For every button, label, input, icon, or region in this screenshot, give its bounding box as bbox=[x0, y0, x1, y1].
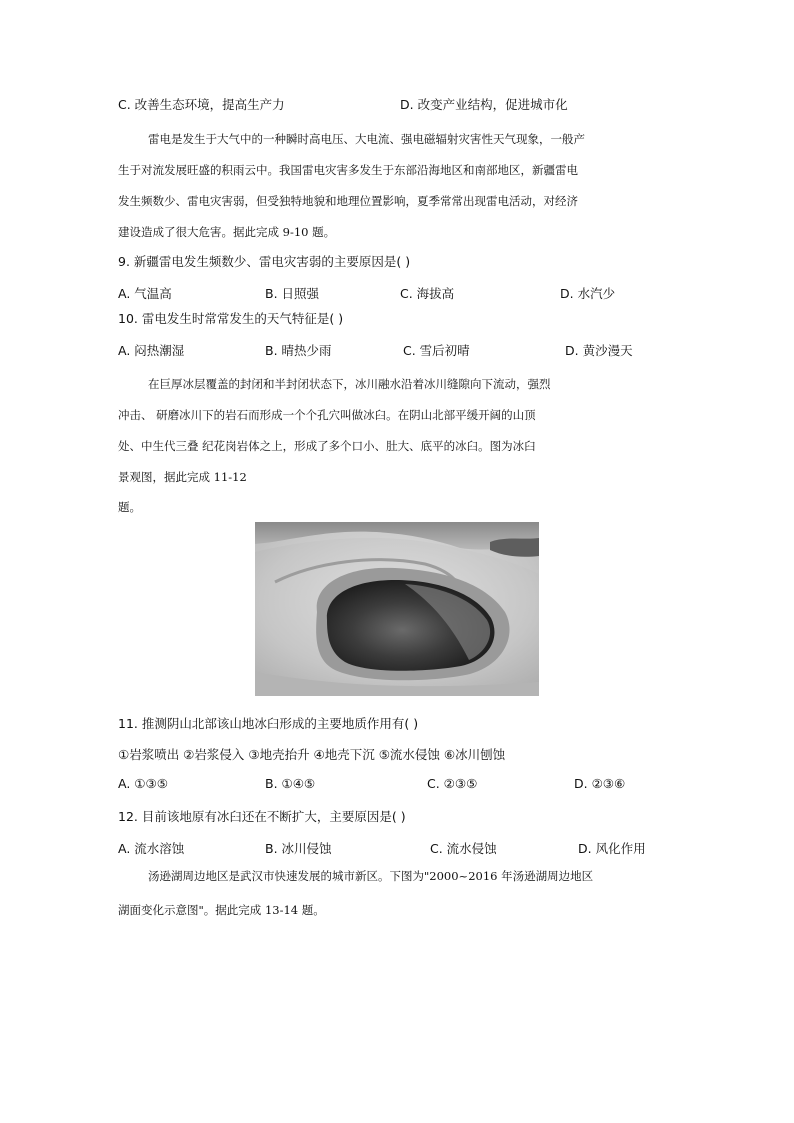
q9-stem: 9. 新疆雷电发生频数少、雷电灾害弱的主要原因是( ) bbox=[118, 254, 411, 269]
glacial-pothole-photo bbox=[255, 522, 539, 696]
q12-option-d: D. 风化作用 bbox=[578, 841, 646, 856]
q12-stem: 12. 目前该地原有冰臼还在不断扩大，主要原因是( ) bbox=[118, 809, 406, 824]
q9-option-a: A. 气温高 bbox=[118, 286, 172, 301]
q9-option-d: D. 水汽少 bbox=[560, 286, 616, 301]
passage2-line-5: 题。 bbox=[118, 500, 141, 514]
q10-stem: 10. 雷电发生时常常发生的天气特征是( ) bbox=[118, 311, 344, 326]
passage3-line-2: 湖面变化示意图"。据此完成 13-14 题。 bbox=[118, 903, 325, 917]
option-c-top: C. 改善生态环境，提高生产力 bbox=[118, 97, 285, 112]
q11-option-b: B. ①④⑤ bbox=[265, 776, 316, 791]
passage2-line-1: 在巨厚冰层覆盖的封闭和半封闭状态下，冰川融水沿着冰川缝隙向下流动，强烈 bbox=[148, 377, 551, 391]
q9-option-c: C. 海拔高 bbox=[400, 286, 455, 301]
q12-option-c: C. 流水侵蚀 bbox=[430, 841, 497, 856]
passage3-line-1: 汤逊湖周边地区是武汉市快速发展的城市新区。下图为"2000~2016 年汤逊湖周边地区 bbox=[148, 869, 594, 883]
q11-option-c: C. ②③⑤ bbox=[427, 776, 478, 791]
passage1-line-4: 建设造成了很大危害。据此完成 9-10 题。 bbox=[118, 225, 336, 239]
q12-option-a: A. 流水溶蚀 bbox=[118, 841, 185, 856]
option-d-top: D. 改变产业结构，促进城市化 bbox=[400, 97, 568, 112]
q11-option-d: D. ②③⑥ bbox=[574, 776, 626, 791]
passage2-line-2: 冲击、 研磨冰川下的岩石而形成一个个孔穴叫做冰臼。在阴山北部平缓开阔的山顶 bbox=[118, 408, 536, 422]
q10-option-c: C. 雪后初晴 bbox=[403, 343, 470, 358]
q11-option-a: A. ①③⑤ bbox=[118, 776, 168, 791]
passage1-line-2: 生于对流发展旺盛的积雨云中。我国雷电灾害多发生于东部沿海地区和南部地区，新疆雷电 bbox=[118, 163, 578, 177]
passage1-line-1: 雷电是发生于大气中的一种瞬时高电压、大电流、强电磁辐射灾害性天气现象，一般产 bbox=[148, 132, 585, 146]
passage1-line-3: 发生频数少、雷电灾害弱，但受独特地貌和地理位置影响，夏季常常出现雷电活动，对经济 bbox=[118, 194, 578, 208]
q11-choices: ①岩浆喷出 ②岩浆侵入 ③地壳抬升 ④地壳下沉 ⑤流水侵蚀 ⑥冰川刨蚀 bbox=[118, 747, 506, 762]
q11-stem: 11. 推测阴山北部该山地冰臼形成的主要地质作用有( ) bbox=[118, 716, 419, 731]
q9-option-b: B. 日照强 bbox=[265, 286, 320, 301]
q10-option-d: D. 黄沙漫天 bbox=[565, 343, 633, 358]
q12-option-b: B. 冰川侵蚀 bbox=[265, 841, 332, 856]
passage2-line-3: 处、中生代三叠 纪花岗岩体之上，形成了多个口小、肚大、底平的冰臼。图为冰臼 bbox=[118, 439, 536, 453]
passage2-line-4: 景观图，据此完成 11-12 bbox=[118, 470, 247, 484]
q10-option-a: A. 闷热潮湿 bbox=[118, 343, 185, 358]
q10-option-b: B. 晴热少雨 bbox=[265, 343, 332, 358]
